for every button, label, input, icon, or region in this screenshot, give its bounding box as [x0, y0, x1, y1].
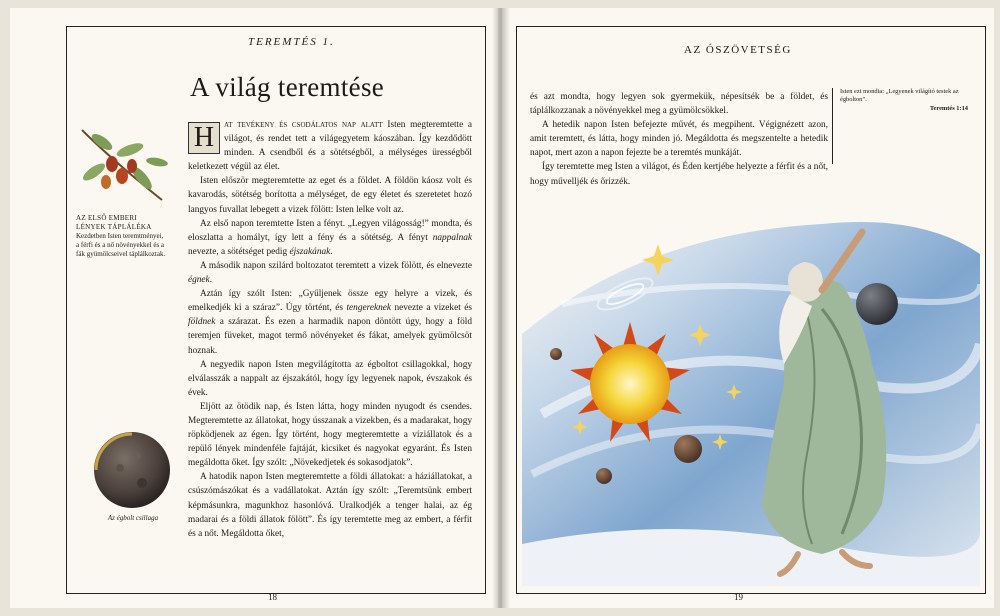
- page-number-right: 19: [734, 592, 743, 602]
- fruit-caption: [76, 214, 168, 259]
- page-number-left: 18: [268, 592, 277, 602]
- fruit-caption-heading: AZ ELSŐ EMBERI LÉNYEK TÁPLÁLÉKA: [76, 214, 152, 231]
- quote-reference: Teremtés 1:14: [929, 104, 968, 112]
- paragraph: A második napon szilárd boltozatot teremtett a vizek fölött, és elnevezte égnek.: [188, 260, 472, 286]
- book-gutter: [492, 8, 510, 608]
- fruit-branch-illustration: [72, 120, 172, 212]
- lead-in: at tevékeny és csodálatos nap alatt: [224, 120, 383, 130]
- paragraph: Isten először megteremtette az eget és a földet. A földön káosz volt és kavarodás, sötétség borította a mélységet, de egy életet és szeretetet hozó langyos fuvallat lebegett a vizek fölött: Isten lelke volt az.: [188, 176, 472, 215]
- side-quote: [840, 88, 968, 113]
- quote-text: Isten ezt mondta: „Legyenek világító testek az égbolton”.: [840, 88, 959, 104]
- body-text-left: [188, 118, 472, 541]
- paragraph: és azt mondta, hogy legyen sok gyermekük, népesítsék be a földet, és táplálkozzanak a növényekkel meg a gyümölcsökkel.: [530, 92, 828, 117]
- body-text-right: [530, 90, 828, 189]
- quote-divider: [832, 88, 833, 164]
- planet-caption: Az égbolt csillaga: [107, 514, 159, 522]
- paragraph: H at tevékeny és csodálatos nap alatt Isten megteremtette a világot, és rendet tett a világegyetem káoszában. Így kezdődött minden. A csendből és a sötétségből, a mélységes ürességből keletkezett végül az élet.: [188, 120, 473, 173]
- paragraph: A hatodik napon Isten megteremtette a földi állatokat: a háziállatokat, a csúszómászókat és a vadállatokat. Aztán így szólt: „Teremtsünk embert képmásunkra, magunkhoz hasonlóvá. Uralkodjék a tenger halai, az ég madarai és a földi állatok fölött”. És így teremtette meg az embert, a férfit és a nőt. Megáldotta őket,: [188, 472, 472, 539]
- planet-illustration: [90, 428, 174, 512]
- creation-scene-illustration: [522, 214, 980, 586]
- running-head-left: TEREMTÉS 1.: [242, 36, 341, 48]
- chapter-title: A világ teremtése: [190, 72, 385, 102]
- running-head-right: AZ ÓSZÖVETSÉG: [678, 44, 798, 56]
- paragraph: Az első napon teremtette Isten a fényt. „Legyen világosság!” mondta, és eloszlatta a homályt, így lett a fény és a sötétség. A fényt nappalnak nevezte, a sötétséget pedig éjszakának.: [188, 218, 472, 257]
- paragraph: A hetedik napon Isten befejezte művét, és megpihent. Végignézett azon, amit teremtett, és látta, hogy minden jó. Megáldotta és megszentelte a hetedik napot, mert azon a napon fejezte be a teremtés munkáját.: [530, 120, 828, 159]
- fruit-caption-text: Kezdetben Isten teremtményei, a férfi és a nő növényekkel és a fák gyümölcseivel táplálkoztak.: [76, 232, 166, 258]
- left-page: [10, 8, 498, 608]
- paragraph: Eljött az ötödik nap, és Isten látta, hogy minden nyugodt és csendes. Megteremtette az állatokat, hogy ússzanak a vizekben, és a madarakat, hogy röpködjenek az égen. Így történt, hogy megteremtette a víziállatok és a repülő lények mindenféle fajtáját, kicsiket és nagyokat egyaránt. És Isten megáldotta őket. Így szólt: „Növekedjetek és sokasodjatok”.: [188, 401, 472, 469]
- drop-cap: H: [188, 122, 220, 154]
- right-page: [502, 8, 994, 608]
- paragraph: A negyedik napon Isten megvilágította az égboltot csillagokkal, hogy elválasszák a nappalt az éjszakától, hogy így legyenek napok, évszakok és évek.: [188, 359, 472, 398]
- paragraph: Aztán így szólt Isten: „Gyűljenek össze egy helyre a vizek, és emelkedjék ki a száraz”. Úgy történt, és tengereknek nevezte a vizeket és földnek a szárazat. És ezen a harmadik napon döntött úgy, hogy a föld teremjen füveket, magot termő növényeket és fákat, amelyek gyümölcsöt hoznak.: [188, 289, 472, 356]
- paragraph: Így teremtette meg Isten a világot, és Éden kertjébe helyezte a férfit és a nőt, hogy művelljék és őrizzék.: [530, 162, 828, 187]
